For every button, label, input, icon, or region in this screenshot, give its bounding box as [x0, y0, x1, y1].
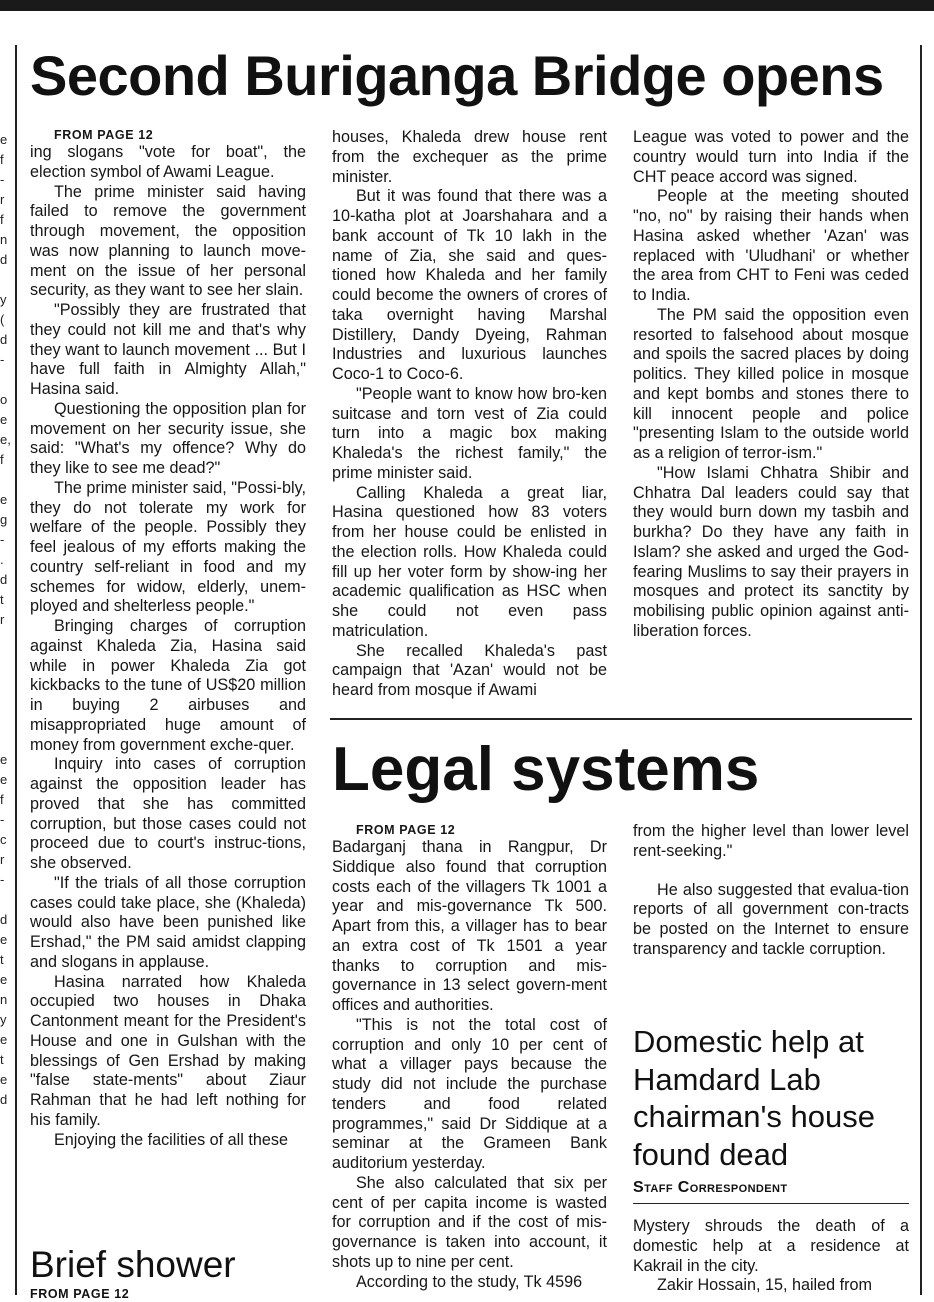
- paragraph: Enjoying the facilities of all these: [54, 1130, 288, 1149]
- paragraph: Questioning the opposition plan for movement on her security issue, she said: "What's my offence? Why do they like to see me dead?": [30, 399, 306, 477]
- edge-fragment: t: [0, 1052, 4, 1067]
- paragraph: Calling Khaleda a great liar, Hasina questioned how 83 voters from her house could be enlisted in the election rolls. How Khaleda could fill up her voter form by show-ing her academic qualification as HSC when she could not even pass matriculation.: [332, 483, 607, 640]
- paragraph: The prime minister said having failed to remove the government through movement, the opposition was now planning to launch move-ment on the issue of her personal security, as they want to see her slain.: [30, 182, 306, 300]
- paragraph: "Possibly they are frustrated that they could not kill me and that's why they want to launch movement ... But I have full faith in Almighty Allah," Hasina said.: [30, 301, 306, 398]
- paragraph: "This is not the total cost of corruption and only 10 per cent of what a villager pays because the study did not include the purchase tenders and food related programmes," said Dr Siddique at a seminar at the Grameen Bank auditorium yesterday.: [332, 1015, 607, 1172]
- legal-column-2: [633, 822, 909, 960]
- paragraph: People at the meeting shouted "no, no" by raising their hands when Hasina asked whether 'Azan' was replaced with 'Uludhani' or whether the area from CHT to Feni was ceded to India.: [633, 187, 909, 304]
- edge-fragment: r: [0, 852, 5, 867]
- edge-fragment: .: [0, 552, 4, 567]
- edge-fragment: e: [0, 492, 8, 507]
- legal-kicker: FROM PAGE 12: [356, 823, 456, 837]
- edge-fragment: g: [0, 512, 8, 527]
- legal-col2-body: [633, 822, 909, 960]
- paragraph: He also suggested that evalua-tion reports of all government con-tracts be posted on the Internet to ensure transparency and tackle corruption.: [633, 880, 909, 958]
- brief-shower-kicker: FROM PAGE 12: [30, 1287, 130, 1301]
- paragraph: Inquiry into cases of corruption against the opposition leader has proved that she has committed corruption, but those cases could not proceed due to court's instruc-tions, she observed.: [30, 755, 306, 872]
- edge-fragment: e: [0, 1072, 8, 1087]
- edge-fragment: t: [0, 952, 4, 967]
- legal-section-rule: [330, 718, 912, 720]
- edge-fragment: [0, 370, 14, 390]
- edge-fragment: d: [0, 912, 8, 927]
- paragraph: "If the trials of all those corruption cases could take place, she (Khaleda) would also have been punished like Ershad," the PM said amidst clapping and slogans in applause.: [30, 873, 306, 971]
- edge-fragment: e: [0, 932, 8, 947]
- edge-fragment: t: [0, 592, 4, 607]
- right-edge-divider: [920, 45, 922, 1295]
- edge-fragment: y: [0, 292, 7, 307]
- edge-fragment: d: [0, 332, 8, 347]
- cropped-left-column: [0, 130, 14, 1110]
- paragraph: Mystery shrouds the death of a domestic help at a residence at Kakrail in the city.: [633, 1217, 909, 1275]
- legal-column-1: [332, 822, 607, 1292]
- paragraph: Badarganj thana in Rangpur, Dr Siddique also found that corruption costs each of the villagers Tk 1001 a year and mis-governance Tk 500. Apart from this, a villager has to bear an extra cost of Tk 1501 a year thanks to corruption and mis-governance in 13 select govern-ment offices and authorities.: [332, 838, 607, 1014]
- bridge-column-3: [633, 128, 909, 642]
- edge-fragment: [0, 270, 14, 290]
- edge-fragment: e: [0, 972, 8, 987]
- brief-shower-headline: Brief shower: [30, 1244, 236, 1285]
- edge-fragment: [0, 690, 14, 710]
- edge-fragment: o: [0, 392, 8, 407]
- edge-fragment: f: [0, 452, 4, 467]
- edge-fragment: [0, 670, 14, 690]
- bridge-kicker: FROM PAGE 12: [54, 128, 154, 142]
- edge-fragment: -: [0, 352, 5, 367]
- paragraph: Zakir Hossain, 15, hailed from: [657, 1276, 873, 1295]
- edge-fragment: e: [0, 1032, 8, 1047]
- paragraph: "How Islami Chhatra Shibir and Chhatra Dal leaders could say that they would burn down my tasbih and burkha? Do they have any faith in Islam? she asked and urged the God-fearing Muslims to say their prayers in mosques and protect its sanctity by mobilising public opinion against anti-liberation forces.: [633, 463, 909, 640]
- edge-fragment: n: [0, 992, 8, 1007]
- edge-fragment: -: [0, 872, 5, 887]
- bridge-col3-body: [633, 128, 909, 642]
- edge-fragment: e: [0, 132, 8, 147]
- edge-fragment: -: [0, 532, 5, 547]
- edge-fragment: [0, 890, 14, 910]
- edge-fragment: d: [0, 572, 8, 587]
- bridge-headline: Second Buriganga Bridge opens: [30, 44, 884, 107]
- bridge-col2-body: [332, 128, 607, 701]
- edge-fragment: -: [0, 172, 5, 187]
- edge-fragment: e: [0, 772, 8, 787]
- paragraph: Hasina narrated how Khaleda occupied two houses in Dhaka Cantonment meant for the President's House and one in Gulshan with the blessings of Gen Ershad by making "false state-ments" about Ziaur Rahman that he had left nothing for his family.: [30, 972, 306, 1129]
- paragraph: League was voted to power and the country would turn into India if the CHT peace accord was signed.: [633, 128, 909, 186]
- edge-fragment: r: [0, 192, 5, 207]
- edge-fragment: d: [0, 252, 8, 267]
- edge-fragment: [0, 710, 14, 730]
- edge-fragment: c: [0, 832, 7, 847]
- edge-fragment: f: [0, 792, 4, 807]
- edge-fragment: d: [0, 1092, 8, 1107]
- edge-fragment: n: [0, 232, 8, 247]
- legal-headline: Legal systems: [332, 735, 760, 804]
- edge-fragment: f: [0, 212, 4, 227]
- paragraph: Bringing charges of corruption against Khaleda Zia, Hasina said while in power Khaleda Zia got kickbacks to the tune of US$20 million in buying 2 airbuses and misappropriated huge amount of money from government exche-quer.: [30, 617, 306, 754]
- bridge-col1-body: [30, 143, 306, 1150]
- paragraph: The PM said the opposition even resorted to falsehood about mosque and spoils the sacred places by doing politics. They killed police in mosque and kept bombs and stones there to kill innocent people and police "presenting Islam to the outside world as a religion of terror-ism.": [633, 305, 909, 462]
- edge-fragment: r: [0, 612, 5, 627]
- edge-fragment: [0, 730, 14, 750]
- edge-fragment: f: [0, 152, 4, 167]
- paragraph: houses, Khaleda drew house rent from the exchequer as the prime minister.: [332, 128, 607, 186]
- legal-col1-body: [332, 838, 607, 1292]
- edge-fragment: [0, 630, 14, 650]
- paragraph: According to the study, Tk 4596: [356, 1272, 583, 1291]
- edge-fragment: -: [0, 812, 5, 827]
- edge-fragment: (: [0, 312, 5, 327]
- paragraph: The prime minister said, "Possi-bly, they do not tolerate my work for welfare of the people. Possibly they feel jealous of my efforts making the country self-reliant in food and my schemes for widow, elderly, unem-ployed and shelterless people.": [30, 478, 306, 616]
- edge-fragment: [0, 470, 14, 490]
- left-column-divider: [15, 45, 17, 1295]
- domestic-byline: Staff Correspondent: [633, 1179, 788, 1196]
- edge-fragment: e: [0, 412, 8, 427]
- edge-fragment: y: [0, 1012, 7, 1027]
- paragraph: from the higher level than lower level rent-seeking.": [633, 822, 909, 860]
- paragraph: But it was found that there was a 10-katha plot at Joarshahara and a bank account of Tk 10 lakh in the name of Zia, she said and ques-tioned how Khaleda and her family could become the owners of crores of taka overnight having Marshal Distillery, Dandy Dyeing, Rahman Industries and luxurious launches Coco-1 to Coco-6.: [332, 187, 607, 383]
- domestic-body: [633, 1217, 909, 1296]
- domestic-body-column: [633, 1217, 909, 1296]
- paragraph: She also calculated that six per cent of per capita income is wasted for corruption and if the cost of mis-governance is taken into account, it shots up to nine per cent.: [332, 1173, 607, 1271]
- edge-fragment: e: [0, 752, 8, 767]
- top-border-bar: [0, 0, 934, 11]
- bridge-column-2: [332, 128, 607, 701]
- paragraph: ing slogans "vote for boat", the election symbol of Awami League.: [30, 143, 306, 181]
- paragraph: She recalled Khaleda's past campaign that 'Azan' would not be heard from mosque if Awami: [332, 641, 607, 699]
- paragraph: "People want to know how bro-ken suitcase and torn vest of Zia could turn into a magic box making Khaleda's the richest family," the prime minister said.: [332, 384, 607, 482]
- domestic-headline: Domestic help at Hamdard Lab chairman's house found dead: [633, 1024, 875, 1172]
- edge-fragment: [0, 650, 14, 670]
- edge-fragment: e,: [0, 432, 11, 447]
- bridge-column-1: [30, 127, 306, 1150]
- byline-underline: [633, 1203, 909, 1204]
